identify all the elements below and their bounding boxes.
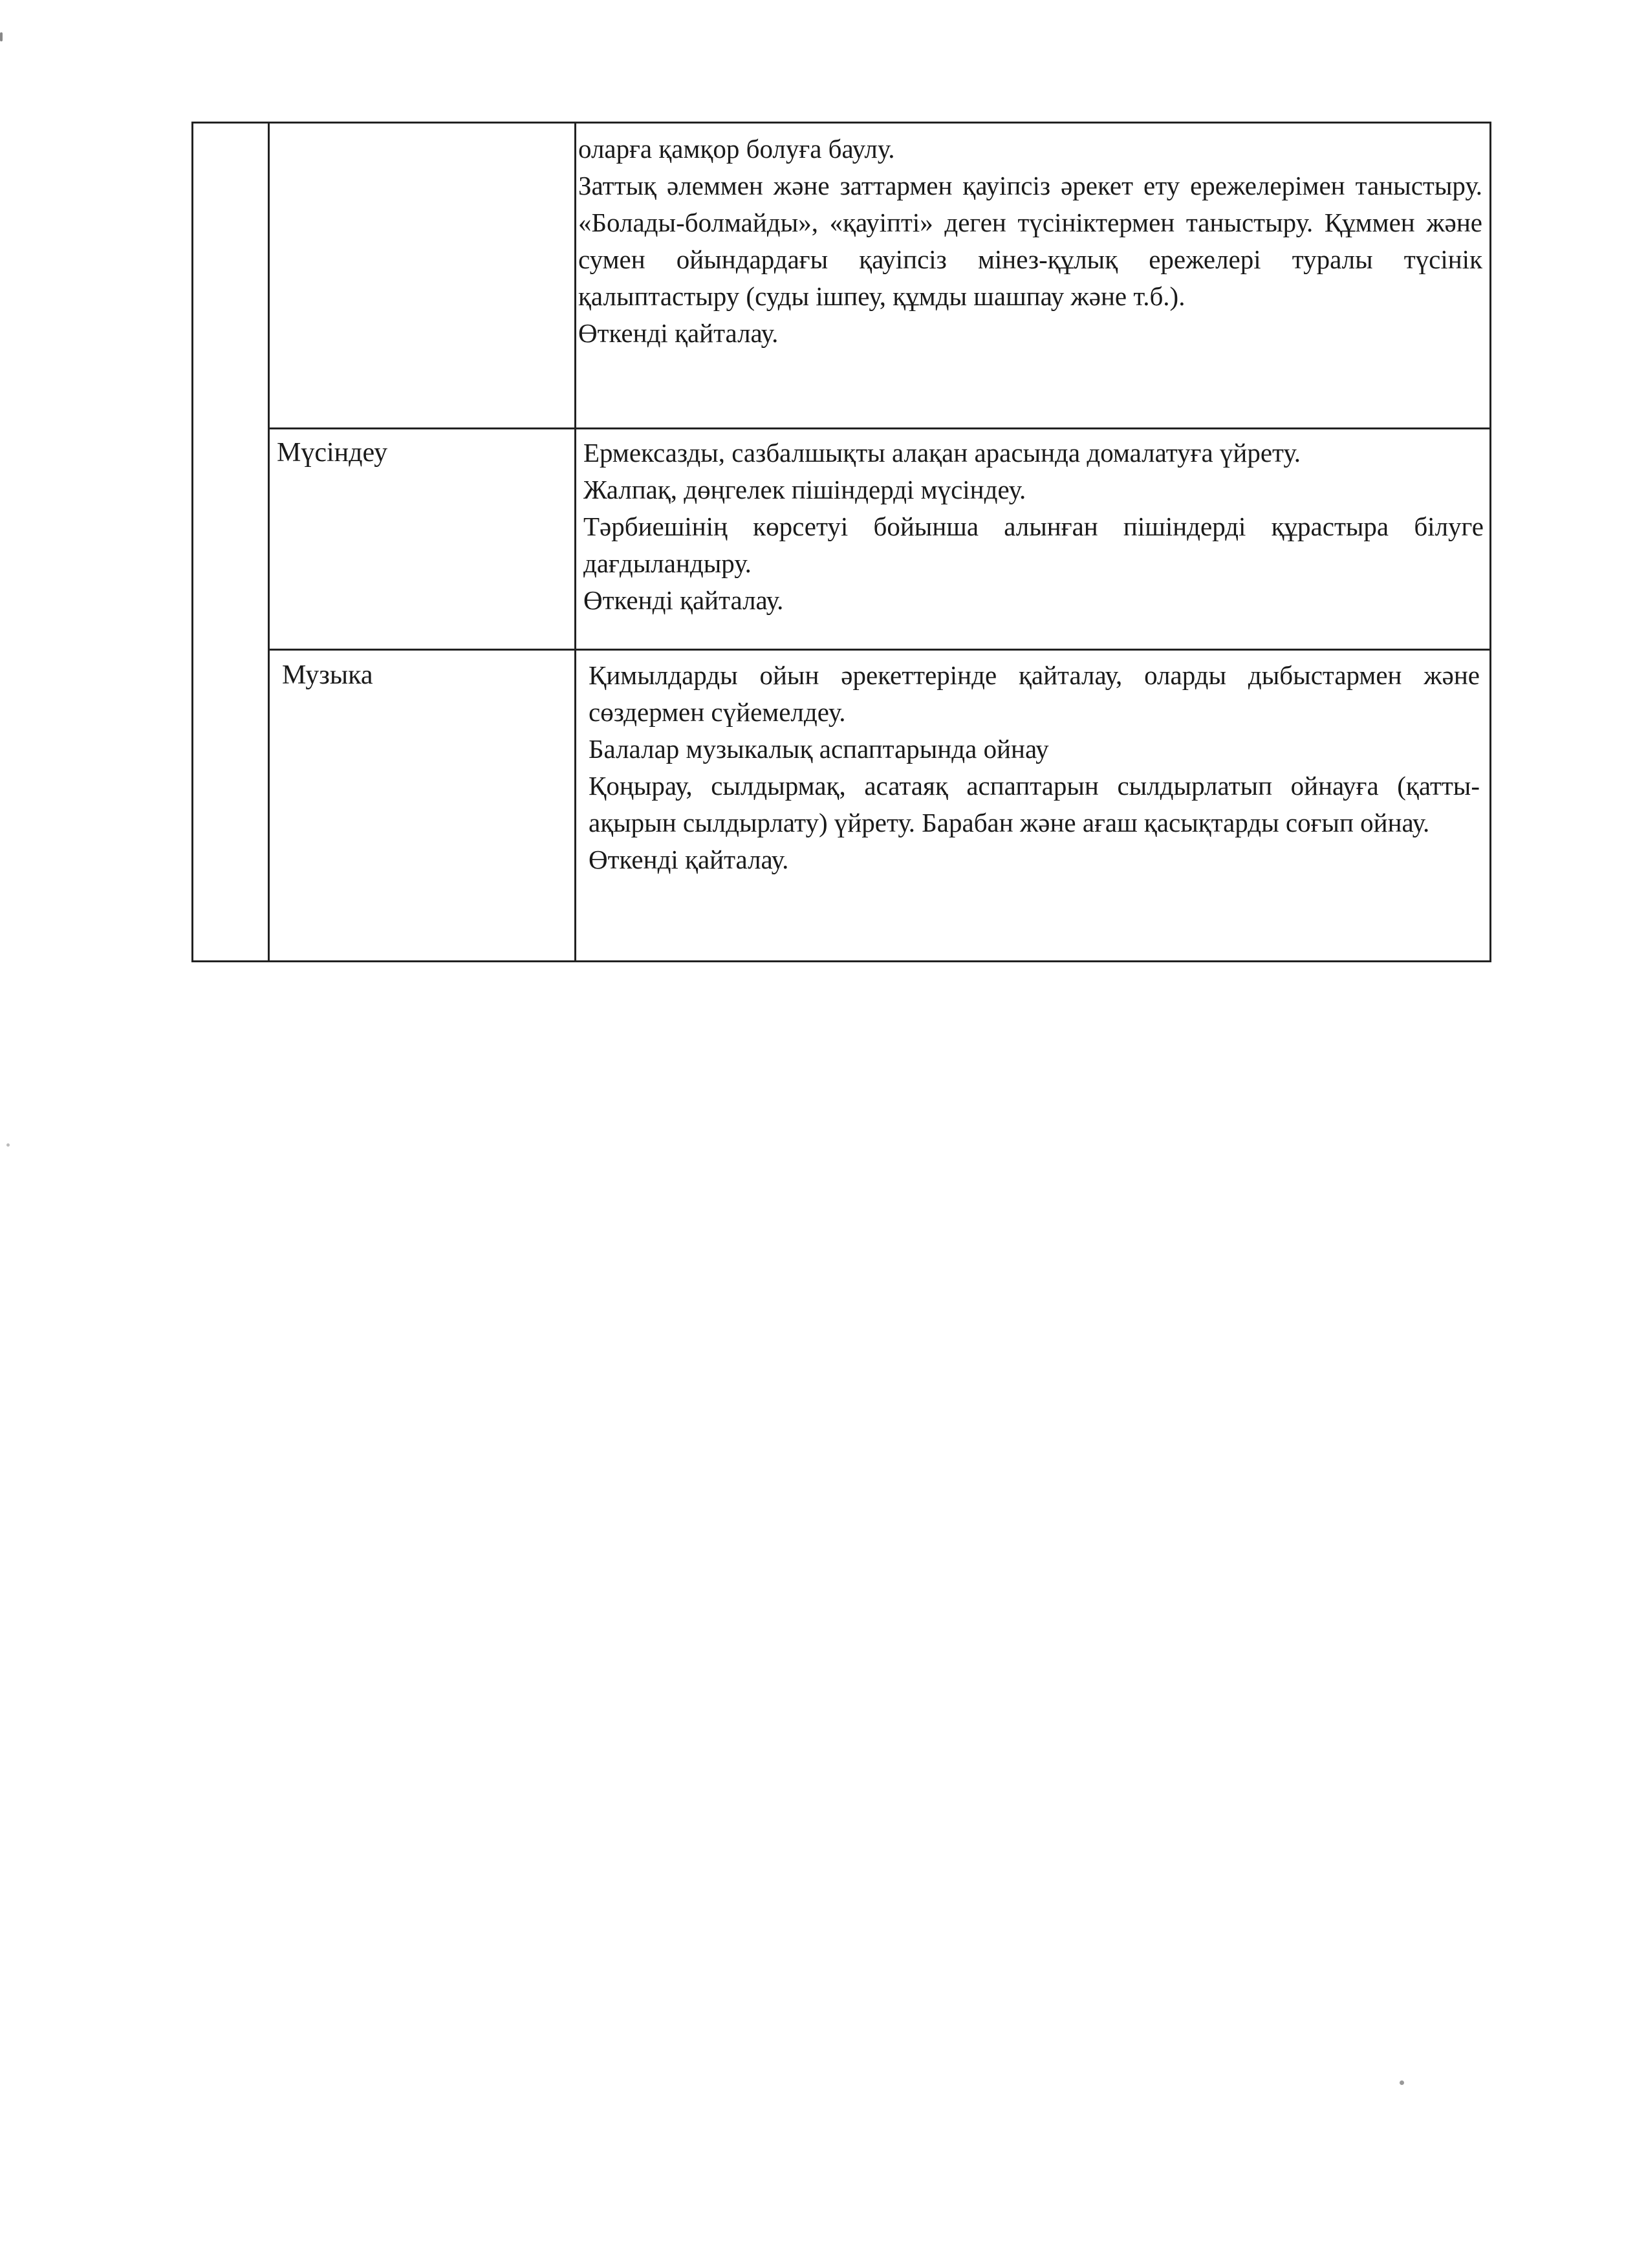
column-divider-2 [574, 122, 576, 962]
table-row [583, 435, 1484, 619]
column-divider-1 [268, 122, 270, 962]
subject-cell-muzyka: Музыка [282, 660, 373, 690]
table-border-right [1489, 122, 1491, 962]
row3-paragraph-2: Балалар музыкалық аспаптарында ойнау [589, 734, 1049, 764]
table-row [578, 131, 1482, 352]
row2-paragraph-1: Ермексазды, сазбалшықты алақан арасында домалатуға үйрету. [583, 438, 1301, 468]
row1-paragraph-3: Өткенді қайталау. [578, 318, 779, 348]
row-divider-1 [268, 427, 1491, 429]
table-row [589, 657, 1480, 878]
content-table [191, 122, 1491, 962]
row1-paragraph-2: Заттық әлеммен және заттармен қауіпсіз әрекет ету ережелерімен таныстыру. «Болады-болмайды», «қауіпті» деген түсініктермен таныстыру. Құммен және сумен ойындардағы қауіпсіз мінез-құлық ережелері туралы түсінік қалыптастыру (суды ішпеу, құмды шашпау және т.б.). [578, 171, 1482, 311]
row2-paragraph-4: Өткенді қайталау. [583, 585, 784, 615]
scan-speck [6, 1143, 10, 1147]
row1-paragraph-1: оларға қамқор болуға баулу. [578, 134, 895, 164]
subject-cell-musindeu: Мүсіндеу [277, 438, 388, 468]
table-border-left [191, 122, 193, 962]
row2-paragraph-2: Жалпақ, дөңгелек пішіндерді мүсіндеу. [583, 475, 1026, 504]
scan-speck [1400, 2080, 1404, 2085]
row3-paragraph-4: Өткенді қайталау. [589, 845, 789, 874]
row3-paragraph-1: Қимылдарды ойын әрекеттерінде қайталау, оларды дыбыстармен және сөздермен сүйемелдеу. [589, 660, 1480, 727]
row2-paragraph-3: Тәрбиешінің көрсетуі бойынша алынған пішіндерді құрастыра білуге дағдыландыру. [583, 512, 1484, 578]
table-border-bottom [191, 960, 1491, 962]
row-divider-2 [268, 649, 1491, 651]
row3-paragraph-3: Қоңырау, сылдырмақ, асатаяқ аспаптарын сылдырлатып ойнауға (қатты-ақырын сылдырлату) үйрету. Барабан және ағаш қасықтарды соғып ойнау. [589, 771, 1480, 837]
table-border-top [191, 122, 1491, 124]
scan-speck [0, 32, 3, 41]
